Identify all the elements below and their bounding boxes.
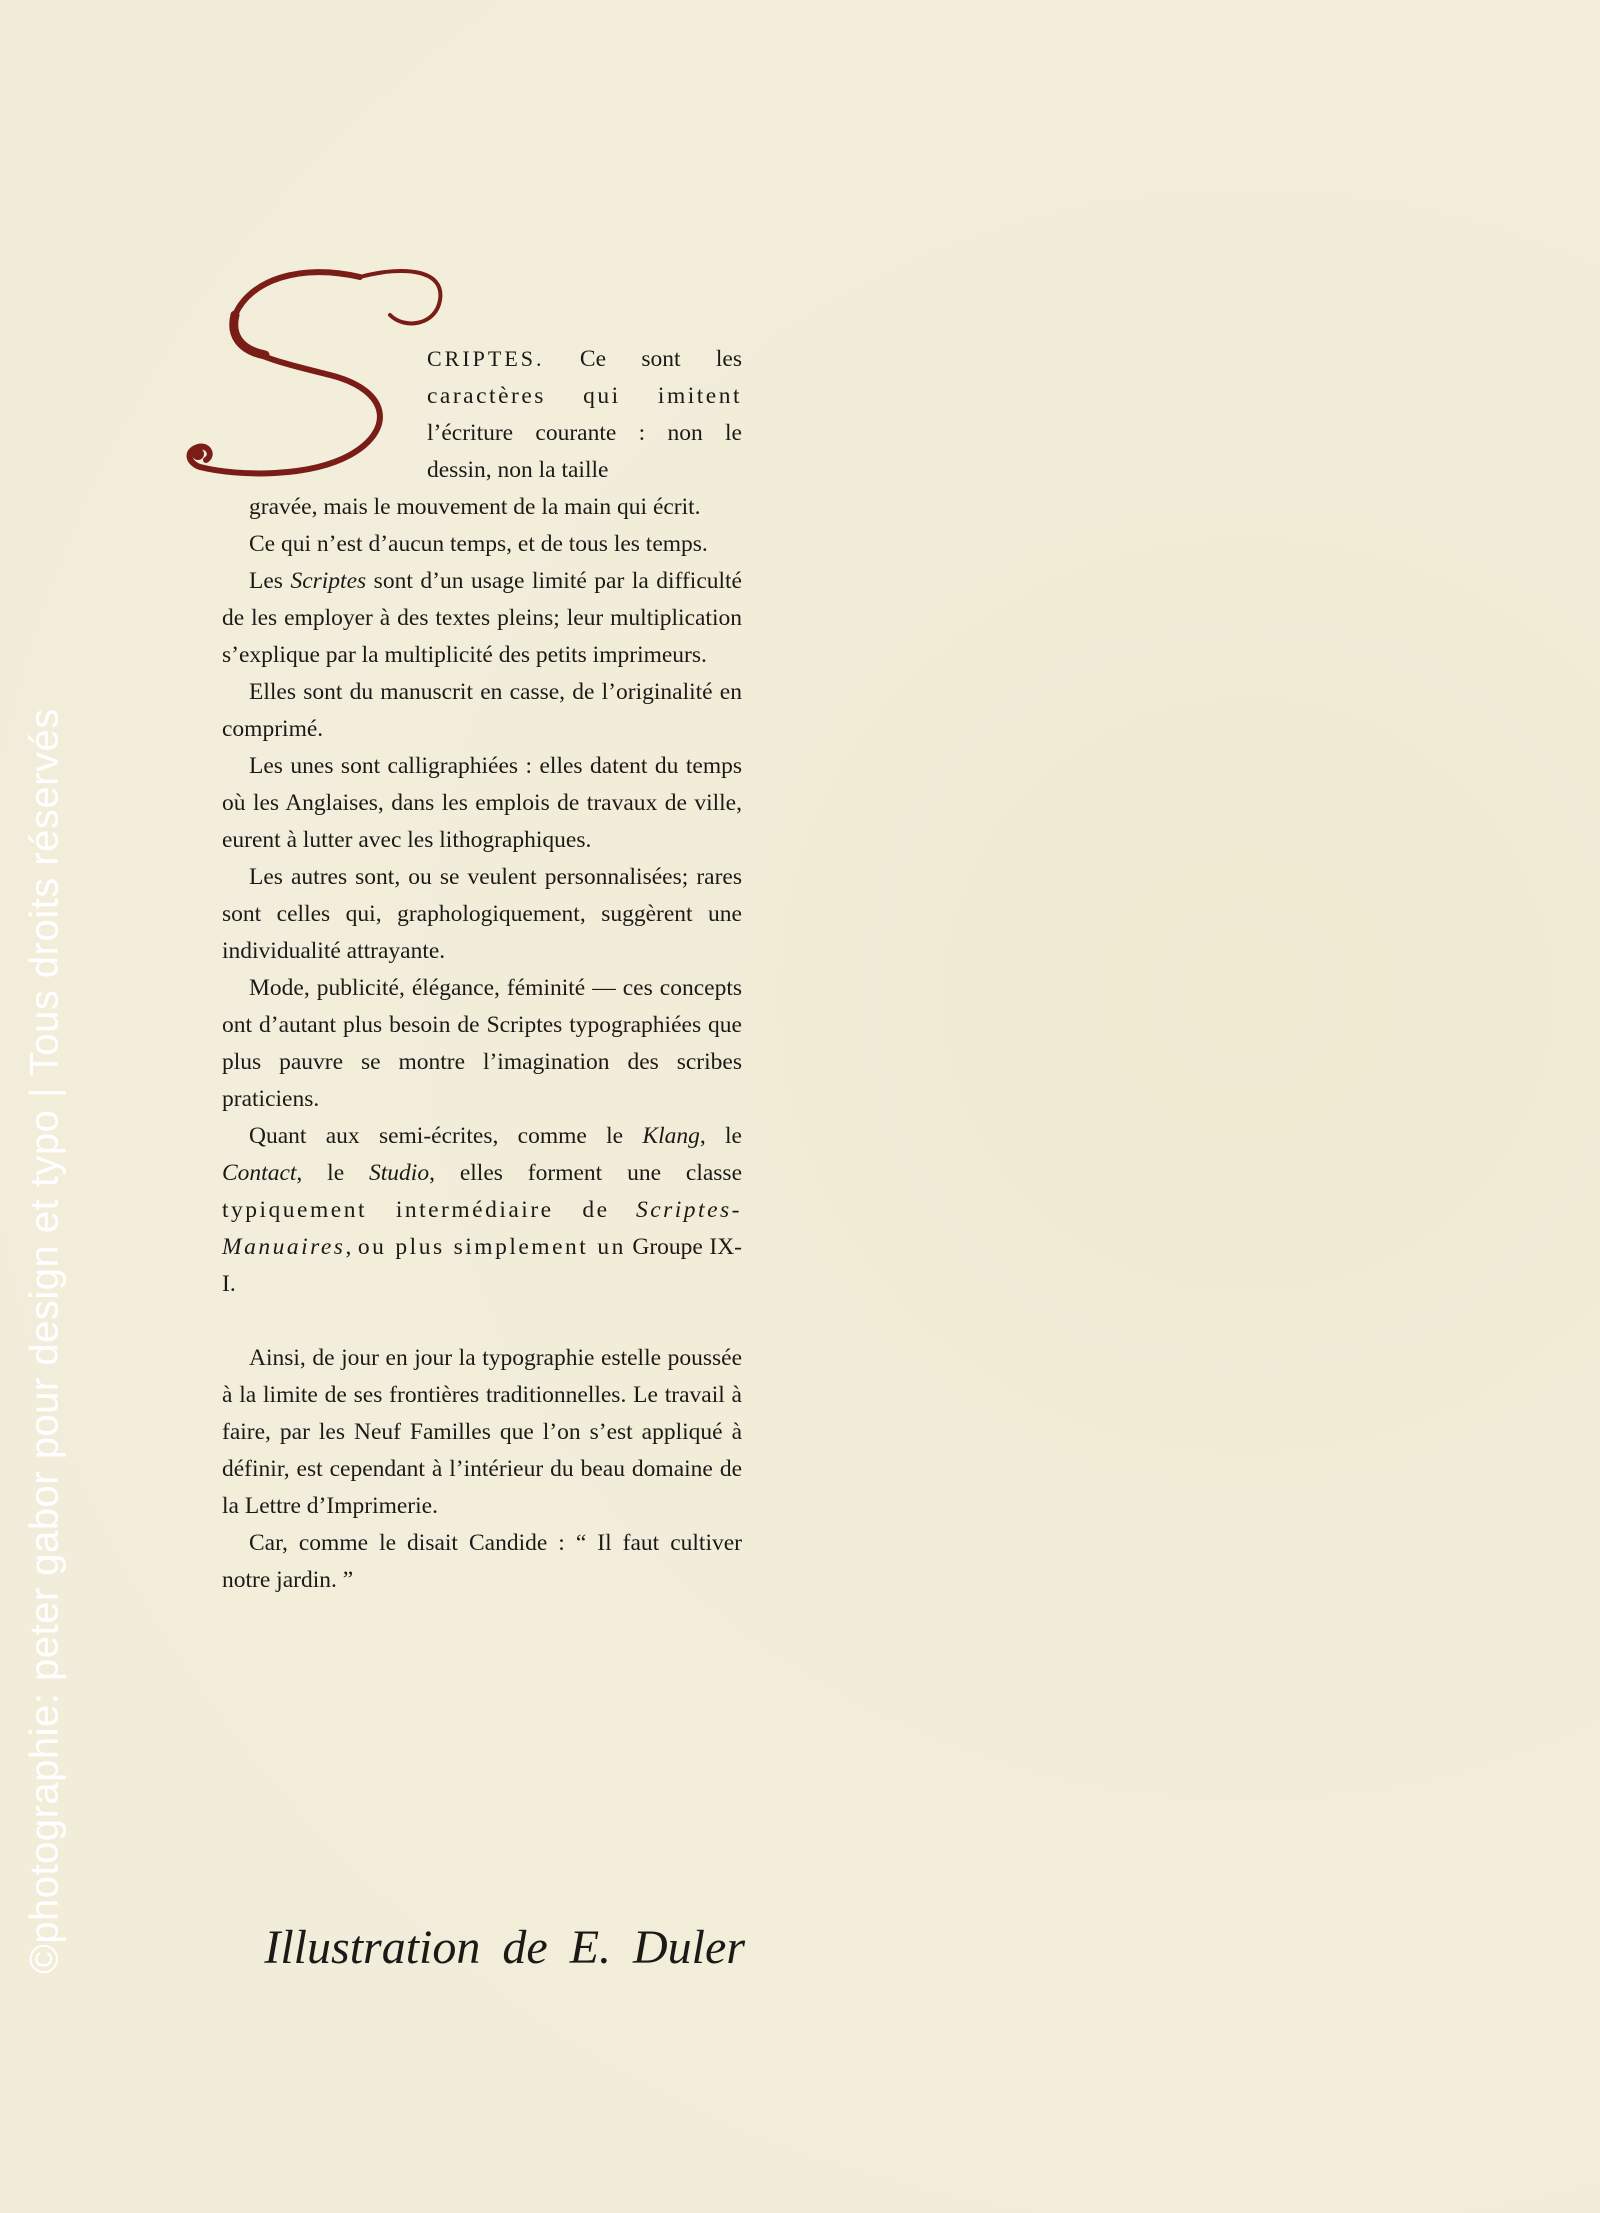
paragraph-5: Les unes sont calligraphiées : elles datent du temps où les Anglaises, dans les emplois de travaux de ville, eurent à lutter avec les lithographiques. xyxy=(222,753,742,853)
text-column xyxy=(222,340,742,1599)
paragraph-1-rest: gravée, mais le mouvement de la main qui écrit. xyxy=(249,494,701,520)
photo-credit-watermark: ©photographie: peter gabor pour design et typo | Tous droits réservés xyxy=(22,708,67,1974)
paragraph-9: Ainsi, de jour en jour la typographie estelle poussée à la limite de ses frontières traditionnelles. Le travail à faire, par les Neuf Familles que l’on s’est appliqué à définir, est cependant à l’intérieur du beau domaine de la Lettre d’Imprimerie. xyxy=(222,1345,742,1519)
paragraph-3-end: sont d’un usage limité par la difficulté de les employer à des textes pleins; leur multiplication s’explique par la multiplicité des petits imprimeurs. xyxy=(222,568,742,668)
p8-e xyxy=(610,1197,636,1223)
p8-a: Quant aux semi-écrites, comme le xyxy=(249,1123,643,1149)
p8-spaced: typiquement intermédiaire de xyxy=(222,1197,610,1223)
p8-studio: Studio xyxy=(369,1160,430,1186)
sidebar-watermark xyxy=(5,706,85,1976)
p8-b: , le xyxy=(699,1123,742,1149)
paragraph-8 xyxy=(222,1118,742,1303)
paragraph-7: Mode, publicité, élégance, féminité — ces concepts ont d’autant plus besoin de Scriptes typographiées que plus pauvre se montre l’imagination des scribes praticiens. xyxy=(222,975,742,1112)
paragraph-2: Ce qui n’est d’aucun temps, et de tous les temps. xyxy=(249,531,708,557)
paragraph-3-start: Les xyxy=(249,568,291,594)
lead-line-3: l’écriture courante : non xyxy=(427,420,703,446)
p8-scriptes-manuaires: Scriptes-Manuaires xyxy=(222,1197,742,1260)
paragraph-6: Les autres sont, ou se veulent personnalisées; rares sont celles qui, graphologiquement, suggèrent une individualité attrayante. xyxy=(222,864,742,964)
p8-klang: Klang xyxy=(642,1123,700,1149)
paragraph-10: Car, comme le disait Candide : “ Il faut cultiver notre jardin. ” xyxy=(222,1530,742,1593)
p8-d: , elles forment une classe xyxy=(429,1160,742,1186)
paragraph-3-italic: Scriptes xyxy=(290,568,367,594)
lead-line-4: le dessin, non la taille xyxy=(427,420,742,483)
dropcap-continuation: CRIPTES. xyxy=(427,346,545,371)
illustration-credit: Illustration de E. Duler xyxy=(264,1921,745,1974)
paragraph-3 xyxy=(222,563,742,674)
paragraph-4: Elles sont du manuscrit en casse, de l’originalité en comprimé. xyxy=(222,679,742,742)
p8-c: , le xyxy=(296,1160,370,1186)
p8-g: Groupe IX-I. xyxy=(222,1234,743,1297)
paragraph-1-lead xyxy=(427,340,742,489)
p8-spaced2: ou plus simplement un xyxy=(357,1234,626,1260)
lead-line-2: caractères qui imitent xyxy=(427,383,742,409)
lead-line-1: Ce sont les xyxy=(579,346,742,372)
p8-contact: Contact xyxy=(222,1160,297,1186)
paragraph-gap xyxy=(222,1303,742,1340)
p8-f: , xyxy=(345,1234,358,1260)
